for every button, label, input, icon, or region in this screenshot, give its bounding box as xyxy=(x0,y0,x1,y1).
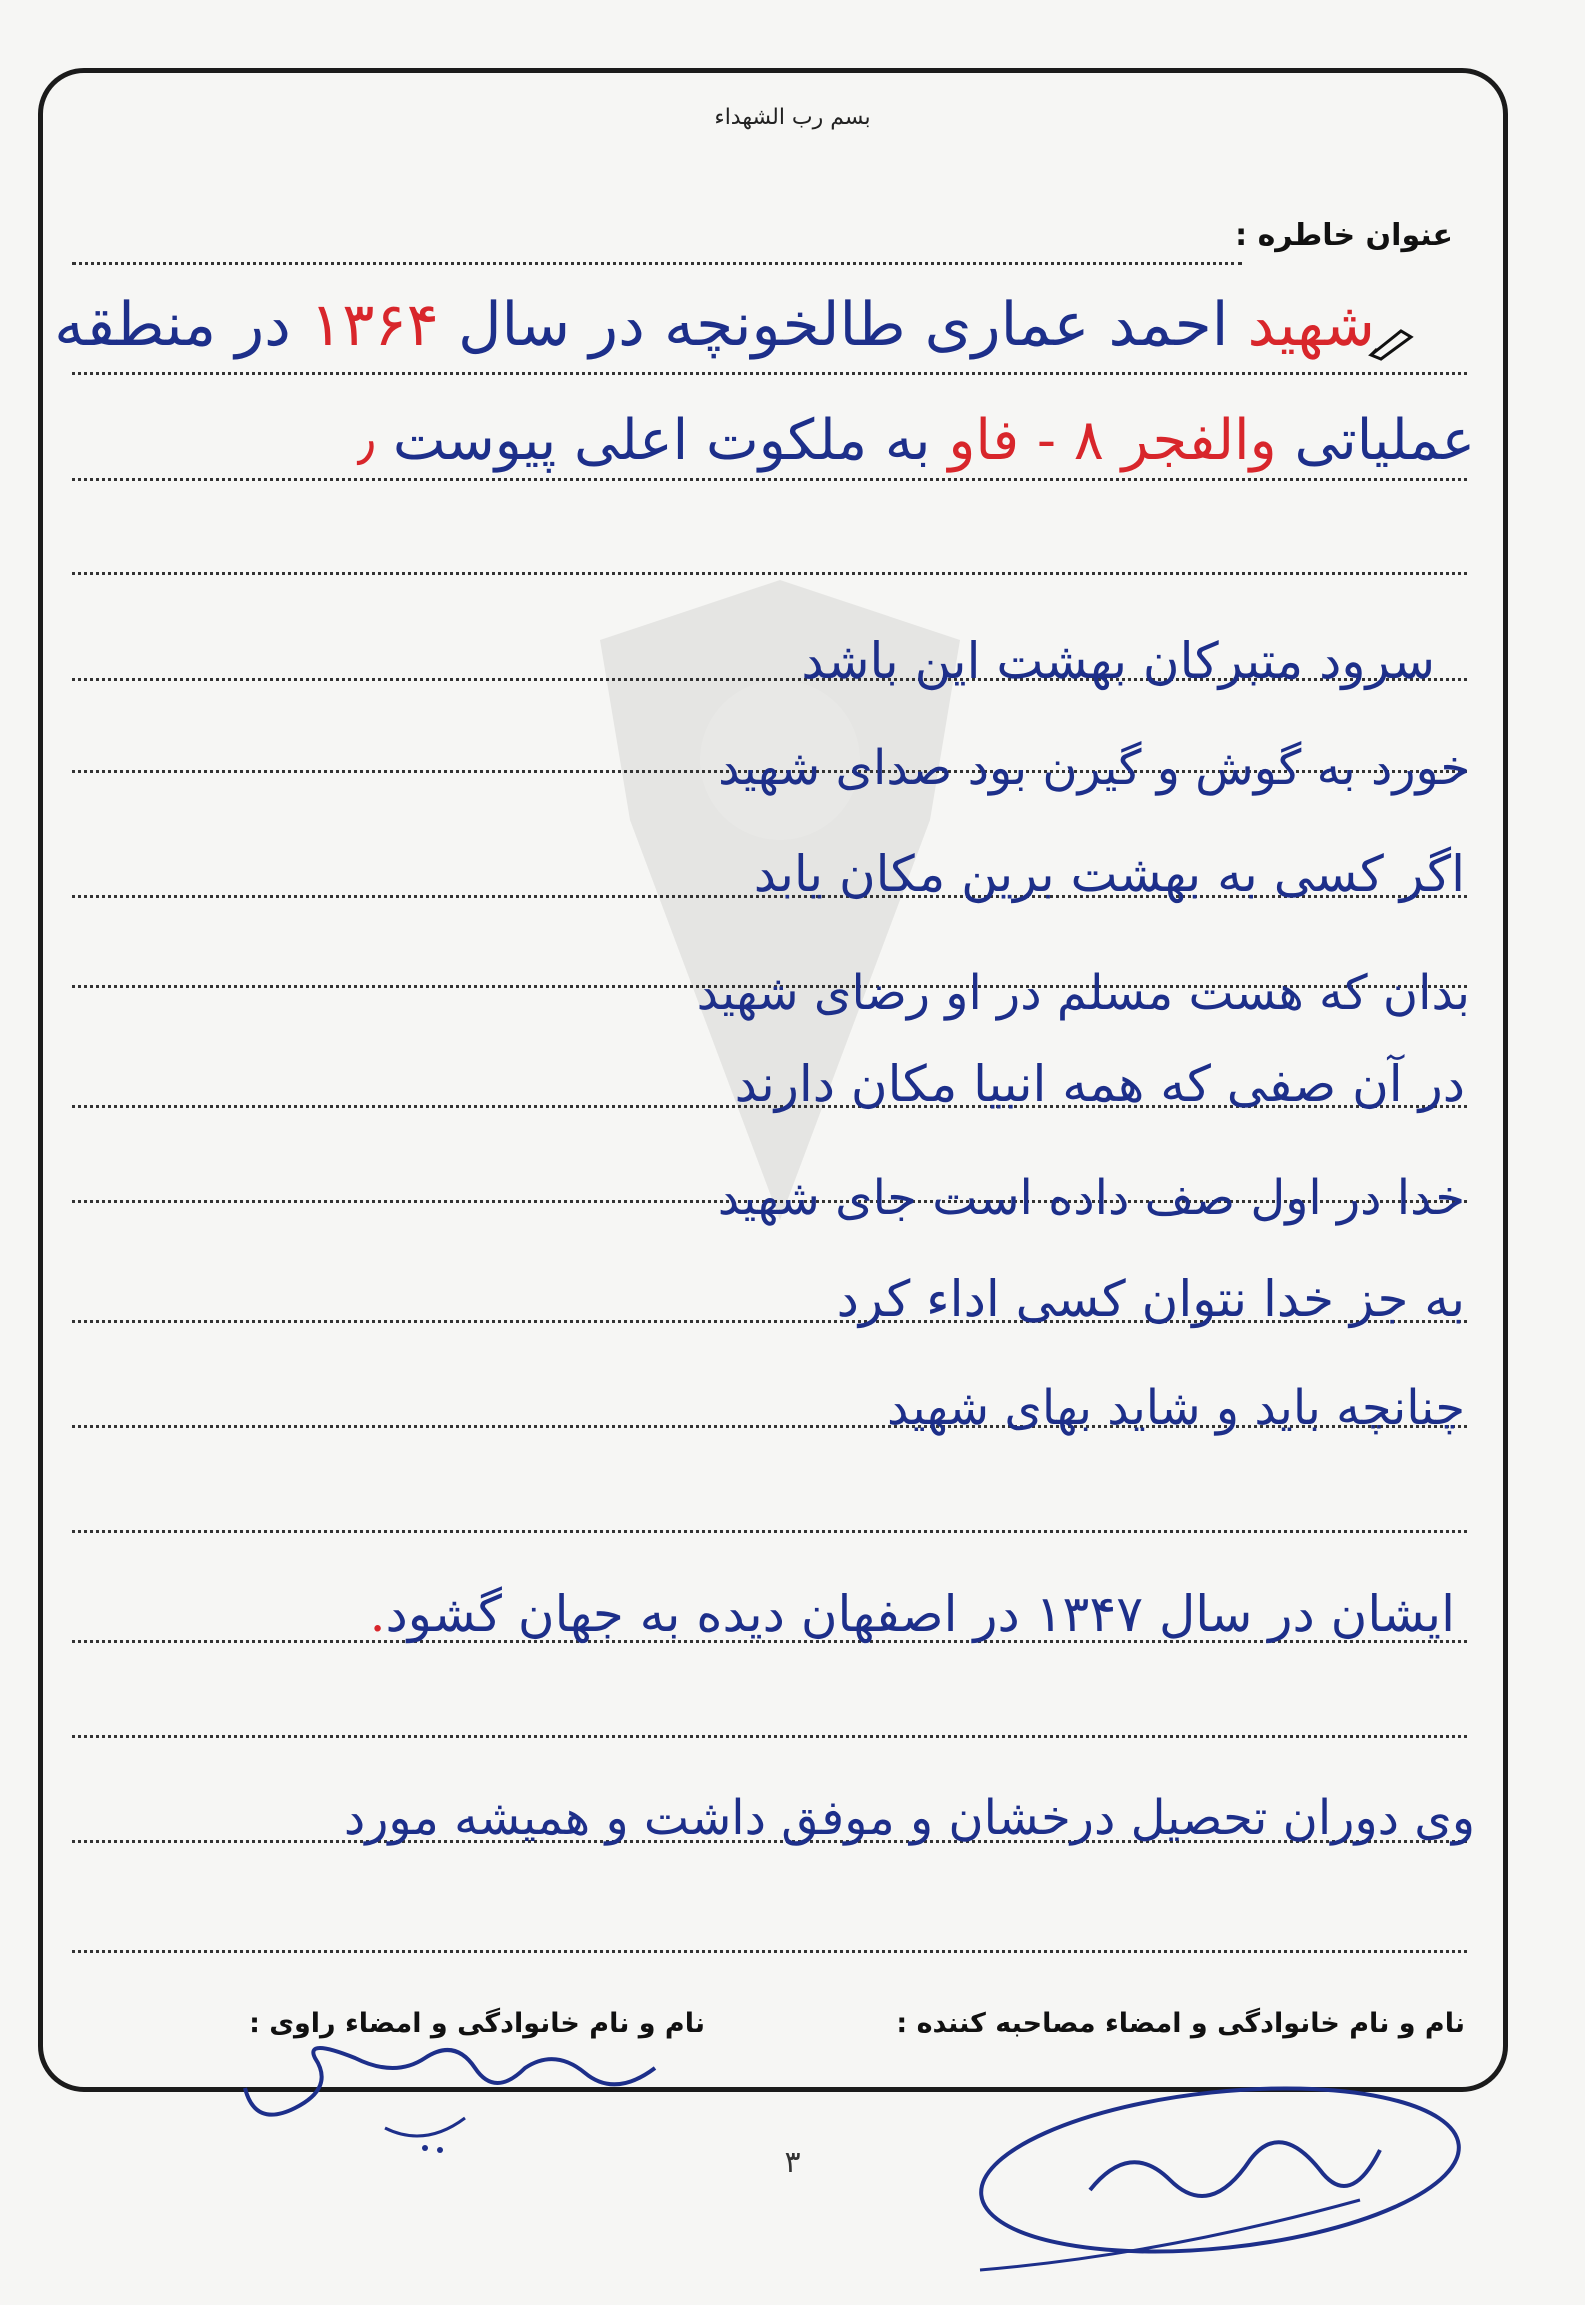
writing-line xyxy=(72,1735,1467,1738)
writing-line xyxy=(72,372,1467,375)
subject-line xyxy=(72,262,1242,265)
memoir-line xyxy=(754,845,1465,903)
header-title: بسم رب الشهداء xyxy=(714,105,871,130)
memoir-fragment: ٫ xyxy=(356,408,376,473)
interviewer-signature xyxy=(960,2080,1480,2285)
memoir-fragment: بدان که هست مسلم در او رضای شهید xyxy=(696,965,1470,1021)
memoir-fragment: والفجر ۸ - فاو xyxy=(948,408,1277,473)
writing-line xyxy=(72,478,1467,481)
writing-line xyxy=(72,1530,1467,1533)
memoir-fragment: در آن صفی که همه انبیا مکان دارند xyxy=(734,1055,1465,1113)
memoir-fragment: شهید xyxy=(1247,290,1375,360)
memoir-line xyxy=(370,1585,1455,1643)
memoir-line xyxy=(887,1380,1465,1436)
memoir-fragment: سرود متبرکان بهشت این باشد xyxy=(801,632,1435,690)
subject-label: عنوان خاطره : xyxy=(1235,218,1453,253)
narrator-signature-label: نام و نام خانوادگی و امضاء راوی : xyxy=(249,2008,705,2039)
memoir-fragment: در منطقه xyxy=(54,290,310,360)
memoir-fragment: ایشان در سال ۱۳۴۷ در اصفهان دیده به جهان گشود xyxy=(385,1585,1455,1643)
memoir-fragment: . xyxy=(369,1585,386,1643)
memoir-fragment: چنانچه باید و شاید بهای شهید xyxy=(887,1380,1465,1436)
writing-line xyxy=(72,1950,1467,1953)
memoir-fragment: خورد به گوش و گیرن بود صدای شهید xyxy=(718,740,1470,796)
memoir-line xyxy=(801,632,1435,690)
memoir-fragment: ۱۳۶۴ xyxy=(309,290,439,360)
memoir-line xyxy=(344,1790,1475,1846)
memoir-line xyxy=(735,1055,1465,1113)
interviewer-signature-label: نام و نام خانوادگی و امضاء مصاحبه کننده : xyxy=(896,2008,1465,2039)
memoir-fragment: اگر کسی به بهشت برین مکان یابد xyxy=(753,845,1465,903)
memoir-fragment: عملیاتی xyxy=(1276,408,1475,473)
memoir-line xyxy=(54,290,1375,360)
writing-line xyxy=(72,572,1467,575)
memoir-line xyxy=(718,740,1470,796)
memoir-line xyxy=(718,1170,1465,1226)
memoir-fragment: خدا در اول صف داده است جای شهید xyxy=(717,1170,1465,1226)
memoir-line xyxy=(837,1270,1465,1328)
memoir-fragment: احمد عماری طالخونچه در سال xyxy=(438,290,1248,360)
memoir-line xyxy=(357,408,1475,473)
page-number: ۳ xyxy=(784,2145,801,2180)
memoir-line xyxy=(697,965,1470,1021)
memoir-fragment: وی دوران تحصیل درخشان و موفق داشت و همیشه مورد xyxy=(343,1790,1475,1846)
memoir-fragment: به ملکوت اعلی پیوست xyxy=(375,408,949,473)
memoir-fragment: به جز خدا نتوان کسی اداء کرد xyxy=(836,1270,1465,1328)
